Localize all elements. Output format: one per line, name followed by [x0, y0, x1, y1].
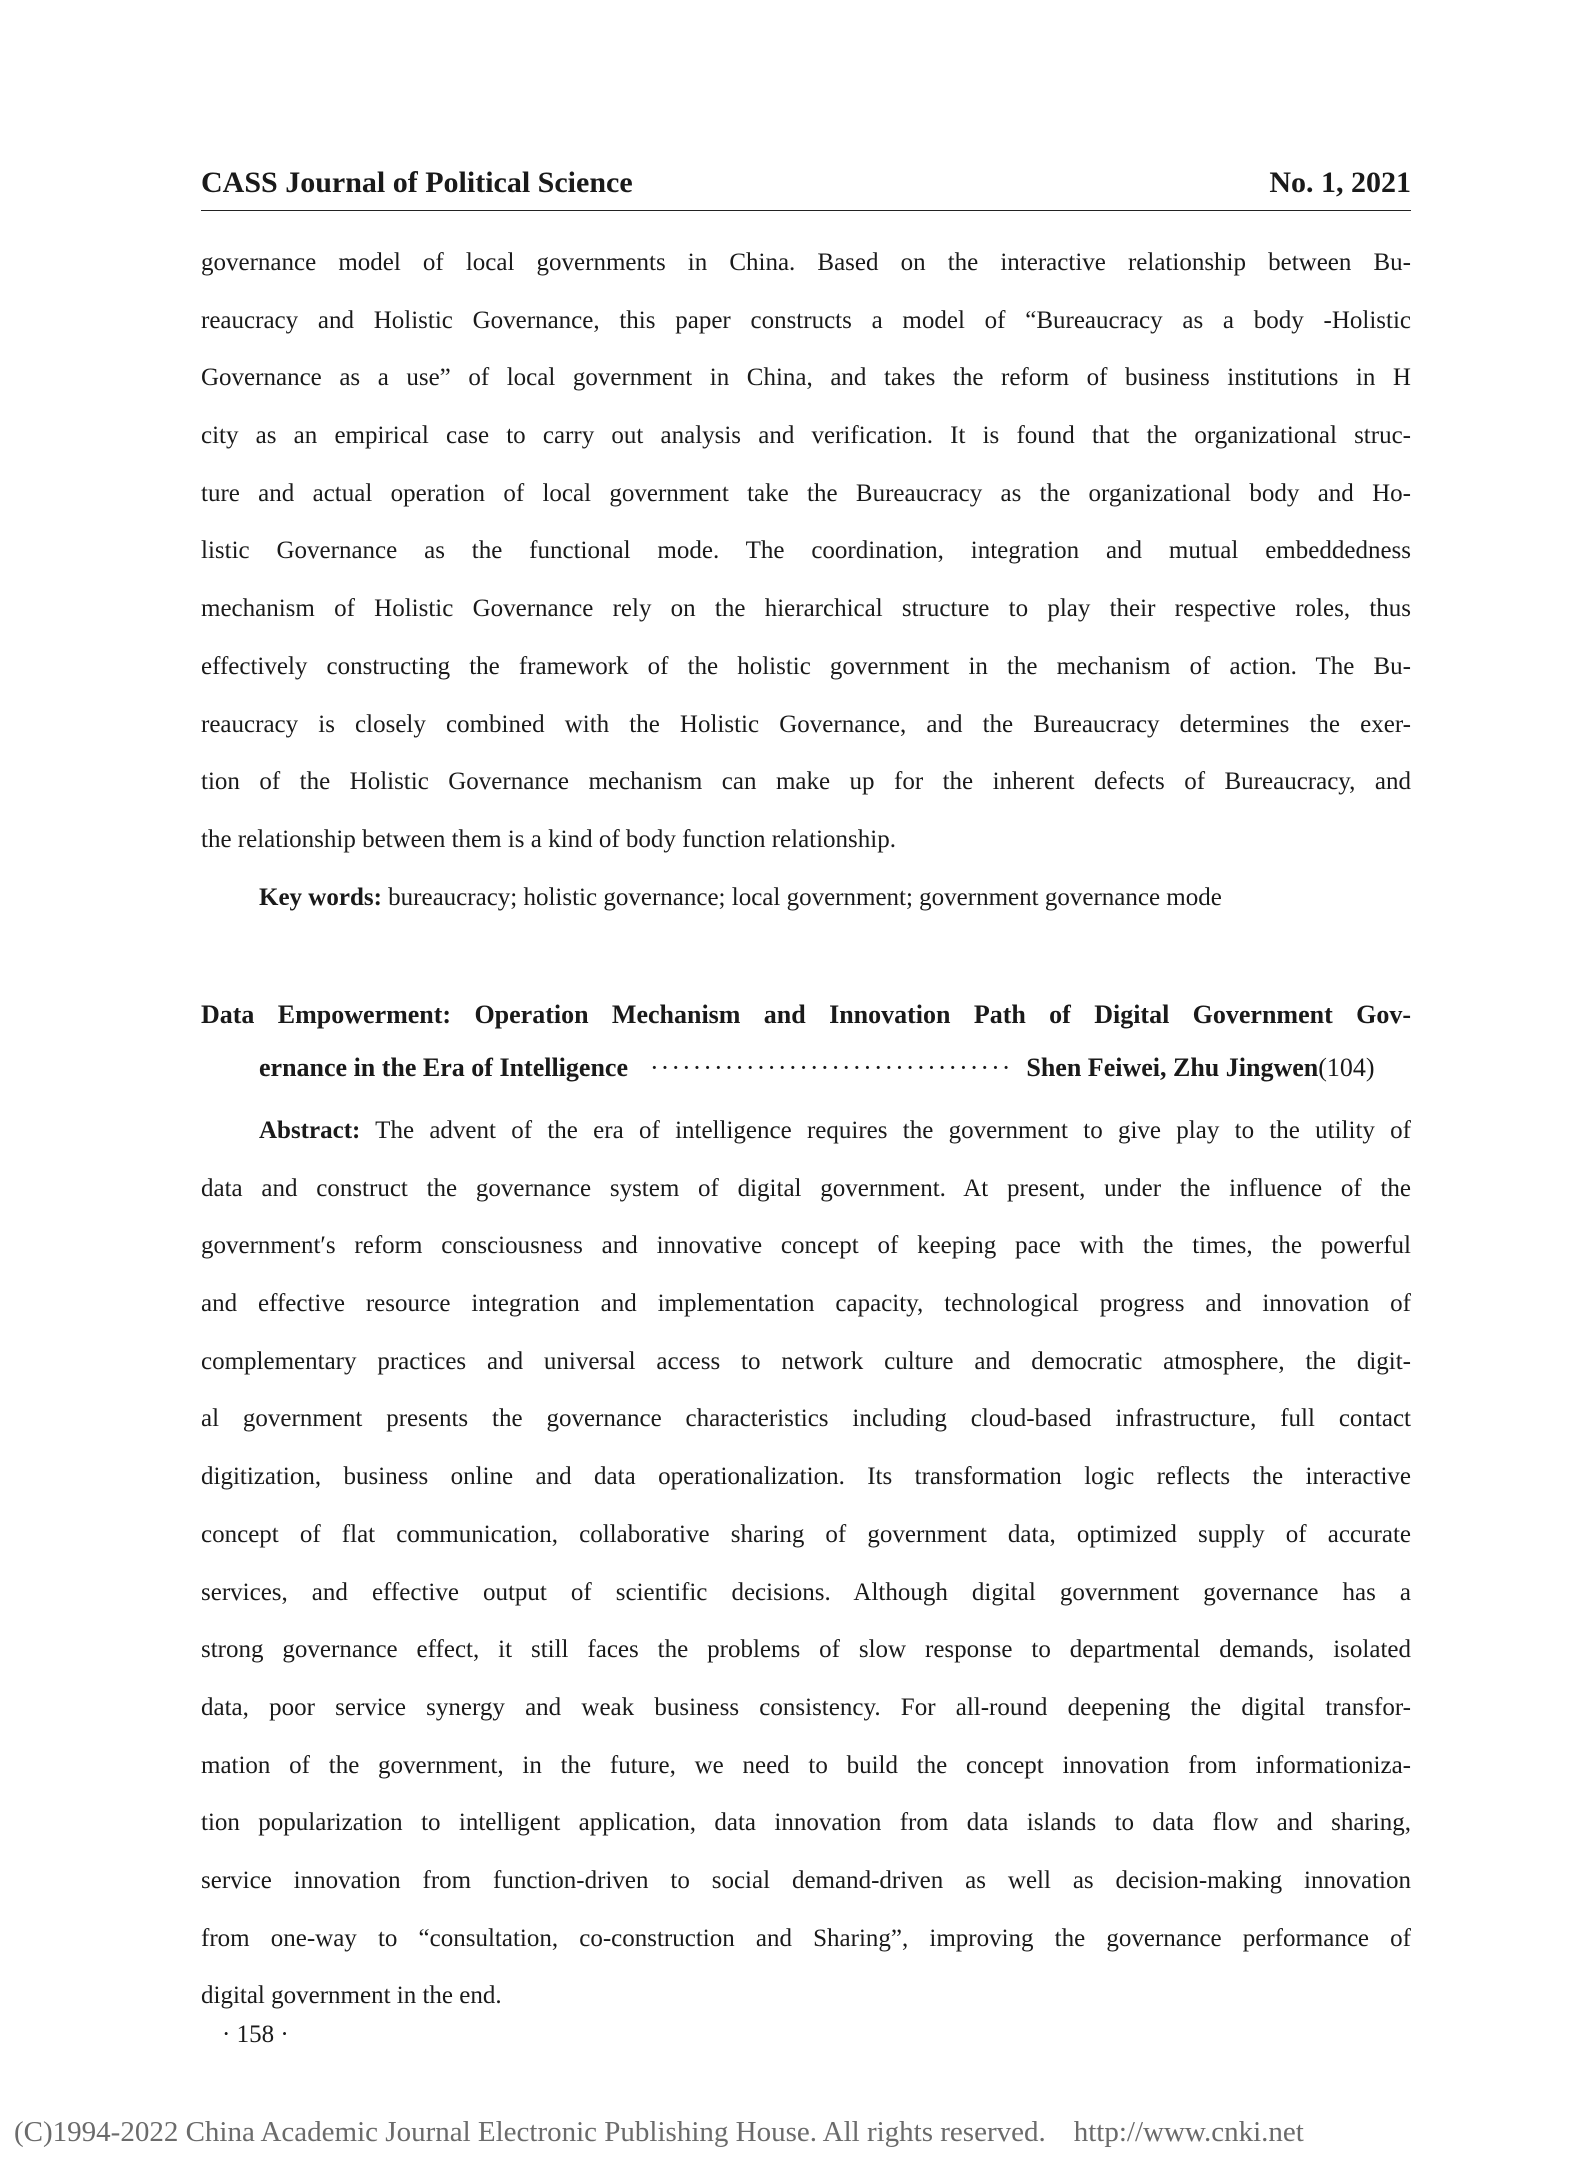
abstract-line: mechanism of Holistic Governance rely on the hierarchical structure to play their respective roles, thus — [201, 595, 1411, 623]
abstract-line: government′s reform consciousness and innovative concept of keeping pace with the times, the powerful — [201, 1232, 1411, 1260]
abstract-line: service innovation from function-driven to social demand-driven as well as decision-making innovation — [201, 1866, 1411, 1894]
abstract-line: and effective resource integration and implementation capacity, technological progress and innovation of — [201, 1290, 1411, 1318]
page-reference: (104) — [1318, 1053, 1375, 1082]
keywords-label: Key words: — [259, 883, 382, 911]
abstract-line: al government presents the governance characteristics including cloud-based infrastructure, full contact — [201, 1405, 1411, 1433]
copyright-footer — [14, 2112, 1304, 2152]
page-number: · 158 · — [222, 2021, 289, 2048]
abstract-line: tion of the Holistic Governance mechanism can make up for the inherent defects of Bureaucracy, and — [201, 768, 1411, 796]
article-entry — [201, 988, 1411, 1094]
abstract-label: Abstract: — [259, 1117, 361, 1144]
abstract-first-text: The advent of the era of intelligence requires the government to give play to the utility of — [360, 1117, 1411, 1144]
abstract-line: digitization, business online and data operationalization. Its transformation logic reflects the interactive — [201, 1463, 1411, 1491]
abstract-line: Governance as a use” of local government in China, and takes the reform of business institutions in H — [201, 364, 1411, 392]
article-title-line[interactable]: Data Empowerment: Operation Mechanism and Innovation Path of Digital Government Gov- — [201, 1000, 1411, 1029]
article-title-continuation: ernance in the Era of Intelligence — [259, 1053, 628, 1082]
abstract-line: concept of flat communication, collaborative sharing of government data, optimized supply of accurate — [201, 1520, 1411, 1548]
cnki-url[interactable]: http://www.cnki.net — [1073, 2116, 1304, 2148]
keywords — [201, 869, 1411, 927]
abstract-line: services, and effective output of scientific decisions. Although digital government governance has a — [201, 1578, 1411, 1606]
journal-title: CASS Journal of Political Science — [201, 166, 633, 199]
copyright-text: (C)1994-2022 China Academic Journal Electronic Publishing House. All rights reserved. — [14, 2116, 1046, 2148]
abstract-last-line: digital government in the end. — [201, 1982, 502, 2010]
abstract-line: ture and actual operation of local government take the Bureaucracy as the organizational body and Ho- — [201, 479, 1411, 507]
running-head — [201, 158, 1411, 208]
abstract-line: effectively constructing the framework of the holistic government in the mechanism of action. The Bu- — [201, 652, 1411, 680]
header-rule — [201, 210, 1411, 211]
abstract-line: mation of the government, in the future, we need to build the concept innovation from informationiza- — [201, 1751, 1411, 1779]
abstract-first-line — [201, 1102, 1411, 1160]
article-authors: Shen Feiwei, Zhu Jingwen — [1026, 1053, 1319, 1082]
abstract-line: data and construct the governance system of digital government. At present, under the influence of the — [201, 1174, 1411, 1202]
abstract-continuation — [201, 234, 1411, 926]
abstract-line: strong governance effect, it still faces the problems of slow response to departmental demands, isolated — [201, 1636, 1411, 1664]
abstract-line: tion popularization to intelligent application, data innovation from data islands to data flow and sharing, — [201, 1809, 1411, 1837]
abstract-line: listic Governance as the functional mode. The coordination, integration and mutual embeddedness — [201, 537, 1411, 565]
abstract-line: complementary practices and universal access to network culture and democratic atmosphere, the digit- — [201, 1347, 1411, 1375]
abstract-line: reaucracy and Holistic Governance, this paper constructs a model of “Bureaucracy as a body -Holistic — [201, 306, 1411, 334]
abstract-line: city as an empirical case to carry out analysis and verification. It is found that the organizational struc- — [201, 422, 1411, 450]
article-abstract — [201, 1102, 1411, 2025]
abstract-last-line: the relationship between them is a kind of body function relationship. — [201, 825, 896, 853]
leader-dots: ·································· — [650, 1053, 1013, 1082]
abstract-line: from one-way to “consultation, co-construction and Sharing”, improving the governance performance of — [201, 1924, 1411, 1952]
article-title-line-2[interactable] — [201, 1041, 1411, 1094]
issue-number: No. 1, 2021 — [1269, 166, 1411, 199]
abstract-line: reaucracy is closely combined with the Holistic Governance, and the Bureaucracy determines the exer- — [201, 710, 1411, 738]
abstract-line: governance model of local governments in China. Based on the interactive relationship between Bu- — [201, 249, 1411, 276]
keywords-text: bureaucracy; holistic governance; local government; government governance mode — [381, 883, 1222, 911]
abstract-line: data, poor service synergy and weak business consistency. For all-round deepening the digital transfor- — [201, 1693, 1411, 1721]
